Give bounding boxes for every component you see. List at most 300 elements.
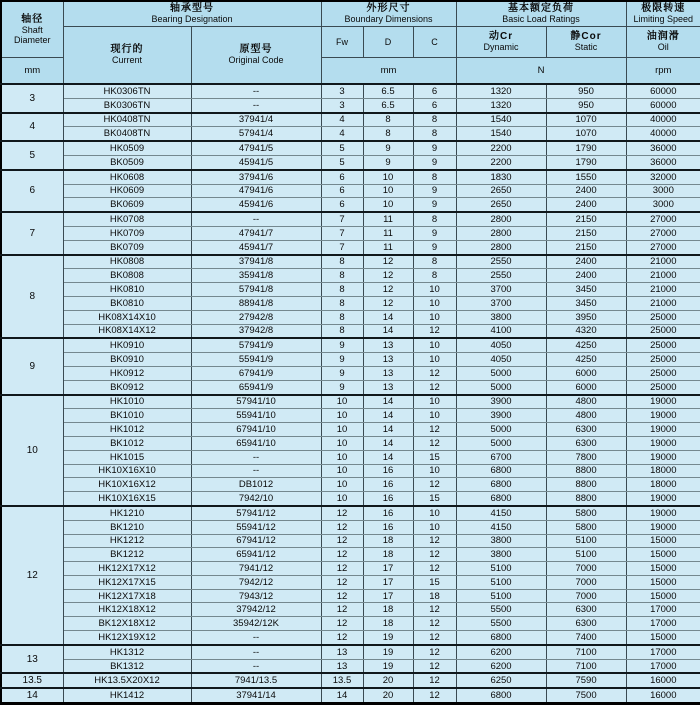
- shaft-diameter-cell: 4: [1, 113, 63, 142]
- fw-cell: 3: [321, 84, 363, 98]
- static-load-cell: 1070: [546, 113, 626, 127]
- table-row: [1, 269, 700, 283]
- current-code-cell: BK0509: [63, 155, 191, 169]
- c-cell: 9: [413, 240, 456, 254]
- dynamic-load-cell: 3800: [456, 534, 546, 548]
- fw-cell: 10: [321, 436, 363, 450]
- original-code-cell: 47941/5: [191, 141, 321, 155]
- dynamic-load-cell: 6700: [456, 450, 546, 464]
- table-row: [1, 255, 700, 269]
- header-bearing-designation: [63, 1, 321, 26]
- current-code-cell: BK0408TN: [63, 127, 191, 141]
- fw-cell: 8: [321, 324, 363, 338]
- original-code-cell: --: [191, 464, 321, 478]
- unit-speed-rpm: [626, 57, 700, 84]
- dynamic-load-cell: 2200: [456, 141, 546, 155]
- static-load-cell: 5800: [546, 506, 626, 520]
- d-cell: 12: [363, 255, 413, 269]
- table-row: [1, 562, 700, 576]
- static-load-cell: 6000: [546, 366, 626, 380]
- d-cell: 11: [363, 240, 413, 254]
- static-load-cell: 7590: [546, 673, 626, 688]
- c-cell: 10: [413, 520, 456, 534]
- header-load-zh: 基本额定负荷: [508, 3, 575, 15]
- table-row: [1, 603, 700, 617]
- static-load-cell: 2150: [546, 212, 626, 226]
- dynamic-load-cell: 5000: [456, 423, 546, 437]
- d-cell: 17: [363, 589, 413, 603]
- d-cell: 16: [363, 464, 413, 478]
- limiting-speed-cell: 21000: [626, 255, 700, 269]
- d-cell: 14: [363, 310, 413, 324]
- shaft-diameter-cell: 10: [1, 395, 63, 506]
- header-current-en: Current: [111, 55, 142, 66]
- fw-cell: 8: [321, 296, 363, 310]
- d-cell: 12: [363, 269, 413, 283]
- limiting-speed-cell: 19000: [626, 506, 700, 520]
- current-code-cell: HK0709: [63, 226, 191, 240]
- unit-speed-rpm-label: rpm: [655, 64, 672, 76]
- shaft-diameter-cell: 3: [1, 84, 63, 113]
- table-row: [1, 98, 700, 112]
- current-code-cell: HK08X14X12: [63, 324, 191, 338]
- static-load-cell: 1070: [546, 127, 626, 141]
- header-d: [363, 26, 413, 57]
- static-load-cell: 2400: [546, 269, 626, 283]
- original-code-cell: 67941/10: [191, 423, 321, 437]
- limiting-speed-cell: 25000: [626, 324, 700, 338]
- d-cell: 20: [363, 673, 413, 688]
- static-load-cell: 950: [546, 98, 626, 112]
- fw-cell: 13.5: [321, 673, 363, 688]
- c-cell: 6: [413, 84, 456, 98]
- table-row: [1, 409, 700, 423]
- table-row: [1, 464, 700, 478]
- current-code-cell: HK0708: [63, 212, 191, 226]
- d-cell: 17: [363, 575, 413, 589]
- d-cell: 14: [363, 450, 413, 464]
- d-cell: 13: [363, 338, 413, 352]
- d-cell: 11: [363, 212, 413, 226]
- dynamic-load-cell: 6800: [456, 492, 546, 506]
- c-cell: 12: [413, 548, 456, 562]
- limiting-speed-cell: 25000: [626, 338, 700, 352]
- unit-load-n-label: N: [537, 64, 545, 76]
- dynamic-load-cell: 2800: [456, 240, 546, 254]
- c-cell: 9: [413, 155, 456, 169]
- table-row: [1, 353, 700, 367]
- d-cell: 16: [363, 506, 413, 520]
- original-code-cell: 57941/4: [191, 127, 321, 141]
- original-code-cell: --: [191, 450, 321, 464]
- static-load-cell: 3950: [546, 310, 626, 324]
- d-cell: 11: [363, 226, 413, 240]
- header-fw: [321, 26, 363, 57]
- fw-cell: 12: [321, 575, 363, 589]
- static-load-cell: 2150: [546, 240, 626, 254]
- original-code-cell: --: [191, 645, 321, 659]
- c-cell: 8: [413, 113, 456, 127]
- c-cell: 12: [413, 603, 456, 617]
- header-original-code: [191, 26, 321, 84]
- original-code-cell: 65941/9: [191, 380, 321, 394]
- limiting-speed-cell: 19000: [626, 409, 700, 423]
- table-row: [1, 155, 700, 169]
- d-cell: 10: [363, 198, 413, 212]
- dynamic-load-cell: 6800: [456, 631, 546, 645]
- original-code-cell: --: [191, 212, 321, 226]
- limiting-speed-cell: 60000: [626, 98, 700, 112]
- table-row: [1, 492, 700, 506]
- original-code-cell: --: [191, 659, 321, 673]
- header-fw-label: Fw: [336, 36, 348, 47]
- dynamic-load-cell: 4150: [456, 506, 546, 520]
- c-cell: 8: [413, 170, 456, 184]
- d-cell: 19: [363, 631, 413, 645]
- d-cell: 14: [363, 324, 413, 338]
- table-header: [1, 1, 700, 84]
- header-speed-zh: 极限转速: [641, 3, 686, 15]
- d-cell: 13: [363, 380, 413, 394]
- original-code-cell: DB1012: [191, 478, 321, 492]
- dynamic-load-cell: 6200: [456, 645, 546, 659]
- header-shaft-en1: Shaft: [21, 24, 43, 35]
- current-code-cell: HK1312: [63, 645, 191, 659]
- header-load-en: Basic Load Ratings: [502, 14, 580, 25]
- static-load-cell: 8800: [546, 464, 626, 478]
- fw-cell: 4: [321, 113, 363, 127]
- static-load-cell: 7000: [546, 562, 626, 576]
- table-row: [1, 198, 700, 212]
- static-load-cell: 6300: [546, 423, 626, 437]
- original-code-cell: 57941/10: [191, 395, 321, 409]
- unit-dimensions-mm: [321, 57, 456, 84]
- c-cell: 15: [413, 450, 456, 464]
- static-load-cell: 2400: [546, 184, 626, 198]
- d-cell: 9: [363, 155, 413, 169]
- original-code-cell: 7943/12: [191, 589, 321, 603]
- dynamic-load-cell: 2800: [456, 226, 546, 240]
- dynamic-load-cell: 2550: [456, 255, 546, 269]
- c-cell: 10: [413, 395, 456, 409]
- header-static-load: [546, 26, 626, 57]
- fw-cell: 10: [321, 478, 363, 492]
- fw-cell: 9: [321, 353, 363, 367]
- current-code-cell: HK0306TN: [63, 84, 191, 98]
- fw-cell: 12: [321, 548, 363, 562]
- original-code-cell: --: [191, 631, 321, 645]
- dynamic-load-cell: 1830: [456, 170, 546, 184]
- original-code-cell: 67941/9: [191, 366, 321, 380]
- current-code-cell: HK08X14X10: [63, 310, 191, 324]
- current-code-cell: HK0910: [63, 338, 191, 352]
- static-load-cell: 6300: [546, 436, 626, 450]
- c-cell: 10: [413, 310, 456, 324]
- limiting-speed-cell: 3000: [626, 184, 700, 198]
- static-load-cell: 3450: [546, 296, 626, 310]
- c-cell: 12: [413, 688, 456, 703]
- table-row: [1, 170, 700, 184]
- limiting-speed-cell: 25000: [626, 366, 700, 380]
- dynamic-load-cell: 5500: [456, 617, 546, 631]
- current-code-cell: HK0509: [63, 141, 191, 155]
- static-load-cell: 5800: [546, 520, 626, 534]
- fw-cell: 10: [321, 464, 363, 478]
- d-cell: 18: [363, 548, 413, 562]
- c-cell: 12: [413, 673, 456, 688]
- d-cell: 19: [363, 659, 413, 673]
- dynamic-load-cell: 5000: [456, 436, 546, 450]
- limiting-speed-cell: 19000: [626, 492, 700, 506]
- header-row-groups: [1, 1, 700, 26]
- header-c-label: C: [431, 36, 438, 47]
- current-code-cell: BK1210: [63, 520, 191, 534]
- d-cell: 20: [363, 688, 413, 703]
- table-row: [1, 184, 700, 198]
- original-code-cell: 7941/12: [191, 562, 321, 576]
- header-speed-en: Limiting Speed: [633, 14, 694, 25]
- current-code-cell: BK1312: [63, 659, 191, 673]
- original-code-cell: 65941/12: [191, 548, 321, 562]
- dynamic-load-cell: 1540: [456, 127, 546, 141]
- header-dynamic-zh: 动Cr: [488, 31, 514, 42]
- original-code-cell: --: [191, 84, 321, 98]
- header-shaft-zh: 轴径: [21, 13, 44, 25]
- table-row: [1, 589, 700, 603]
- original-code-cell: 55941/12: [191, 520, 321, 534]
- dynamic-load-cell: 2200: [456, 155, 546, 169]
- limiting-speed-cell: 18000: [626, 478, 700, 492]
- d-cell: 12: [363, 283, 413, 297]
- static-load-cell: 7100: [546, 645, 626, 659]
- limiting-speed-cell: 21000: [626, 283, 700, 297]
- dynamic-load-cell: 3700: [456, 296, 546, 310]
- header-dimensions-zh: 外形尺寸: [366, 3, 411, 15]
- table-row: [1, 113, 700, 127]
- d-cell: 8: [363, 127, 413, 141]
- table-row: [1, 631, 700, 645]
- table-row: [1, 366, 700, 380]
- header-original-en: Original Code: [228, 55, 284, 66]
- current-code-cell: BK1010: [63, 409, 191, 423]
- shaft-diameter-cell: 12: [1, 506, 63, 645]
- static-load-cell: 950: [546, 84, 626, 98]
- current-code-cell: HK12X18X12: [63, 603, 191, 617]
- current-code-cell: HK0808: [63, 255, 191, 269]
- limiting-speed-cell: 19000: [626, 436, 700, 450]
- original-code-cell: 67941/12: [191, 534, 321, 548]
- current-code-cell: BK12X18X12: [63, 617, 191, 631]
- dynamic-load-cell: 2800: [456, 212, 546, 226]
- original-code-cell: 37942/8: [191, 324, 321, 338]
- d-cell: 16: [363, 478, 413, 492]
- header-oil-en: Oil: [657, 42, 669, 52]
- current-code-cell: HK1012: [63, 423, 191, 437]
- static-load-cell: 7100: [546, 659, 626, 673]
- limiting-speed-cell: 19000: [626, 395, 700, 409]
- limiting-speed-cell: 19000: [626, 423, 700, 437]
- d-cell: 14: [363, 409, 413, 423]
- original-code-cell: 65941/10: [191, 436, 321, 450]
- static-load-cell: 5100: [546, 534, 626, 548]
- d-cell: 18: [363, 534, 413, 548]
- c-cell: 18: [413, 589, 456, 603]
- header-c: [413, 26, 456, 57]
- limiting-speed-cell: 36000: [626, 141, 700, 155]
- original-code-cell: 7942/10: [191, 492, 321, 506]
- fw-cell: 7: [321, 212, 363, 226]
- original-code-cell: 45941/5: [191, 155, 321, 169]
- table-row: [1, 534, 700, 548]
- unit-dimensions-mm-label: mm: [380, 64, 397, 76]
- static-load-cell: 1790: [546, 141, 626, 155]
- limiting-speed-cell: 17000: [626, 617, 700, 631]
- fw-cell: 9: [321, 366, 363, 380]
- header-oil-zh: 油润滑: [646, 31, 680, 42]
- d-cell: 13: [363, 366, 413, 380]
- fw-cell: 3: [321, 98, 363, 112]
- shaft-diameter-cell: 13: [1, 645, 63, 674]
- fw-cell: 13: [321, 645, 363, 659]
- original-code-cell: 37941/4: [191, 113, 321, 127]
- current-code-cell: HK1412: [63, 688, 191, 703]
- static-load-cell: 7000: [546, 575, 626, 589]
- limiting-speed-cell: 15000: [626, 562, 700, 576]
- limiting-speed-cell: 19000: [626, 520, 700, 534]
- limiting-speed-cell: 60000: [626, 84, 700, 98]
- table-row: [1, 310, 700, 324]
- original-code-cell: 27942/8: [191, 310, 321, 324]
- dynamic-load-cell: 3800: [456, 310, 546, 324]
- table-row: [1, 226, 700, 240]
- fw-cell: 6: [321, 170, 363, 184]
- current-code-cell: HK10X16X10: [63, 464, 191, 478]
- limiting-speed-cell: 15000: [626, 589, 700, 603]
- original-code-cell: 47941/6: [191, 184, 321, 198]
- c-cell: 10: [413, 464, 456, 478]
- header-static-zh: 静Cor: [570, 31, 602, 42]
- d-cell: 18: [363, 603, 413, 617]
- dynamic-load-cell: 6250: [456, 673, 546, 688]
- shaft-diameter-cell: 5: [1, 141, 63, 170]
- dynamic-load-cell: 5100: [456, 589, 546, 603]
- current-code-cell: HK10X16X12: [63, 478, 191, 492]
- table-body: [1, 84, 700, 704]
- dynamic-load-cell: 3900: [456, 395, 546, 409]
- dynamic-load-cell: 5100: [456, 575, 546, 589]
- original-code-cell: 57941/8: [191, 283, 321, 297]
- d-cell: 8: [363, 113, 413, 127]
- c-cell: 9: [413, 141, 456, 155]
- original-code-cell: 37941/14: [191, 688, 321, 703]
- header-oil-lubrication: [626, 26, 700, 57]
- static-load-cell: 5100: [546, 548, 626, 562]
- limiting-speed-cell: 3000: [626, 198, 700, 212]
- limiting-speed-cell: 27000: [626, 212, 700, 226]
- fw-cell: 12: [321, 603, 363, 617]
- static-load-cell: 1550: [546, 170, 626, 184]
- original-code-cell: 35941/8: [191, 269, 321, 283]
- fw-cell: 12: [321, 562, 363, 576]
- dynamic-load-cell: 1320: [456, 98, 546, 112]
- fw-cell: 12: [321, 534, 363, 548]
- dynamic-load-cell: 6800: [456, 464, 546, 478]
- static-load-cell: 6000: [546, 380, 626, 394]
- original-code-cell: 57941/12: [191, 506, 321, 520]
- header-shaft-diameter: [1, 1, 63, 57]
- c-cell: 15: [413, 575, 456, 589]
- current-code-cell: HK0810: [63, 283, 191, 297]
- current-code-cell: BK1012: [63, 436, 191, 450]
- c-cell: 6: [413, 98, 456, 112]
- fw-cell: 12: [321, 617, 363, 631]
- static-load-cell: 4800: [546, 409, 626, 423]
- dynamic-load-cell: 4100: [456, 324, 546, 338]
- limiting-speed-cell: 18000: [626, 464, 700, 478]
- header-limiting-speed: [626, 1, 700, 26]
- shaft-diameter-cell: 13.5: [1, 673, 63, 688]
- table-row: [1, 212, 700, 226]
- c-cell: 12: [413, 436, 456, 450]
- static-load-cell: 7400: [546, 631, 626, 645]
- table-row: [1, 575, 700, 589]
- static-load-cell: 7000: [546, 589, 626, 603]
- static-load-cell: 4320: [546, 324, 626, 338]
- dynamic-load-cell: 6800: [456, 478, 546, 492]
- c-cell: 12: [413, 645, 456, 659]
- d-cell: 14: [363, 436, 413, 450]
- fw-cell: 12: [321, 631, 363, 645]
- c-cell: 12: [413, 631, 456, 645]
- original-code-cell: 37941/8: [191, 255, 321, 269]
- c-cell: 8: [413, 127, 456, 141]
- header-original-zh: 原型号: [239, 44, 273, 56]
- original-code-cell: 45941/7: [191, 240, 321, 254]
- dynamic-load-cell: 3900: [456, 409, 546, 423]
- dynamic-load-cell: 6200: [456, 659, 546, 673]
- limiting-speed-cell: 15000: [626, 534, 700, 548]
- c-cell: 10: [413, 338, 456, 352]
- static-load-cell: 1790: [546, 155, 626, 169]
- limiting-speed-cell: 40000: [626, 113, 700, 127]
- dynamic-load-cell: 3800: [456, 548, 546, 562]
- c-cell: 12: [413, 659, 456, 673]
- limiting-speed-cell: 19000: [626, 450, 700, 464]
- fw-cell: 5: [321, 155, 363, 169]
- dynamic-load-cell: 3700: [456, 283, 546, 297]
- current-code-cell: HK12X17X15: [63, 575, 191, 589]
- fw-cell: 12: [321, 520, 363, 534]
- header-static-en: Static: [574, 42, 598, 52]
- shaft-diameter-cell: 8: [1, 255, 63, 339]
- original-code-cell: 55941/9: [191, 353, 321, 367]
- dynamic-load-cell: 2650: [456, 198, 546, 212]
- c-cell: 9: [413, 226, 456, 240]
- current-code-cell: HK12X17X12: [63, 562, 191, 576]
- table-row: [1, 324, 700, 338]
- c-cell: 12: [413, 423, 456, 437]
- d-cell: 17: [363, 562, 413, 576]
- header-row-subcolumns: [1, 26, 700, 57]
- current-code-cell: BK0912: [63, 380, 191, 394]
- limiting-speed-cell: 27000: [626, 240, 700, 254]
- table-row: [1, 296, 700, 310]
- c-cell: 10: [413, 283, 456, 297]
- shaft-diameter-cell: 14: [1, 688, 63, 703]
- current-code-cell: BK0306TN: [63, 98, 191, 112]
- limiting-speed-cell: 40000: [626, 127, 700, 141]
- limiting-speed-cell: 15000: [626, 631, 700, 645]
